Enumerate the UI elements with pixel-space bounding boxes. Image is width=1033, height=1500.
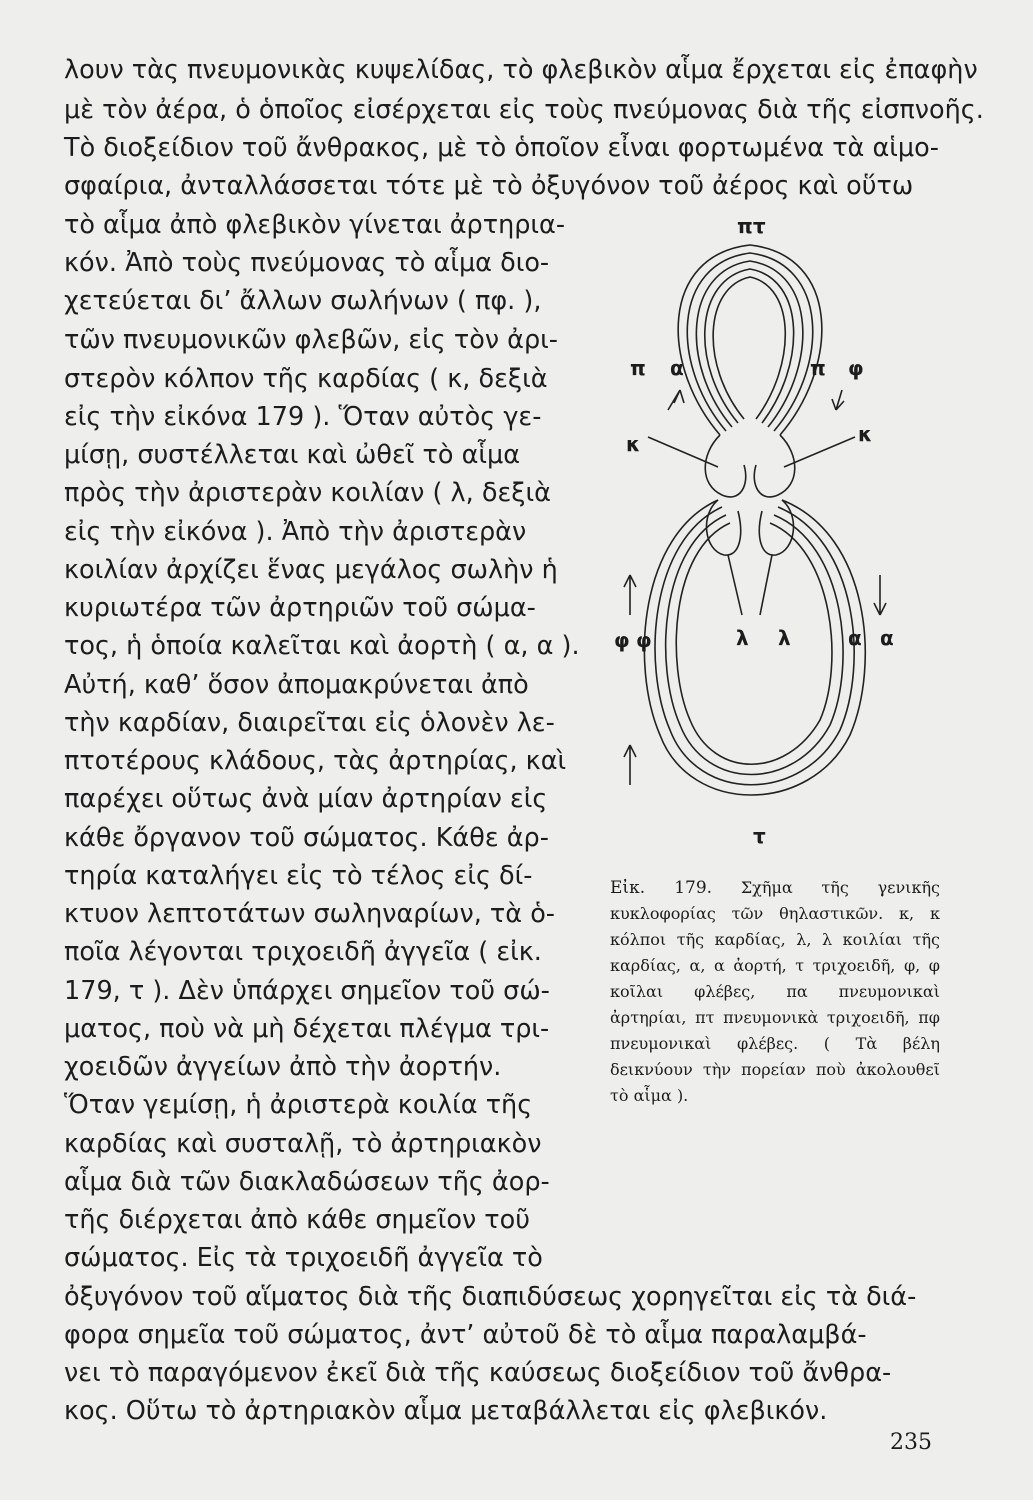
label-alpha-inner: α	[848, 626, 862, 650]
caption-head: Εἰκ. 179.	[610, 878, 713, 898]
body-line: χετεύεται δι’ ἄλλων σωλήνων ( πφ. ),	[64, 286, 542, 316]
label-t: τ	[753, 824, 766, 848]
body-line: ὀξυγόνον τοῦ αἵματος διὰ τῆς διαπιδύσεως χορηγεῖται εἰς τὰ διά-	[64, 1282, 917, 1312]
flow-arrow	[624, 575, 636, 615]
body-line: πτοτέρους κλάδους, τὰς ἀρτηρίας, καὶ	[64, 746, 567, 776]
pulmonary-loop-outer	[678, 245, 822, 435]
body-line: τος, ἡ ὁποία καλεῖται καὶ ἀορτὴ ( α, α ).	[64, 631, 580, 661]
body-line: παρέχει οὕτως ἀνὰ μίαν ἀρτηρίαν εἰς	[64, 784, 548, 814]
body-line: ματος, ποὺ νὰ μὴ δέχεται πλέγμα τρι-	[64, 1014, 550, 1044]
body-line: μίσῃ, συστέλλεται καὶ ὠθεῖ τὸ αἷμα	[64, 440, 521, 470]
page-number: 235	[890, 1430, 932, 1455]
body-line: Ὅταν γεμίσῃ, ἡ ἀριστερὰ κοιλία τῆς	[64, 1090, 533, 1120]
body-line: πρὸς τὴν ἀριστερὰν κοιλίαν ( λ, δεξιὰ	[64, 478, 551, 508]
label-k-left: κ	[626, 432, 641, 456]
body-line: στερὸν κόλπον τῆς καρδίας ( κ, δεξιὰ	[64, 364, 548, 394]
body-line: κοιλίαν ἀρχίζει ἕνας μεγάλος σωλὴν ἡ	[64, 555, 558, 585]
body-line: καρδίας καὶ συσταλῇ, τὸ ἀρτηριακὸν	[64, 1129, 542, 1159]
body-line: κόν. Ἀπὸ τοὺς πνεύμονας τὸ αἷμα διο-	[64, 248, 550, 278]
figure-caption	[610, 875, 940, 1109]
flow-arrow	[832, 390, 844, 410]
heart-ventricle-left	[707, 500, 741, 555]
body-line: τῶν πνευμονικῶν φλεβῶν, εἰς τὸν ἀρι-	[64, 325, 559, 355]
caption-text: Σχῆμα τῆς γενικῆς κυκλοφορίας τῶν θηλαστικῶν. κ, κ κόλποι τῆς καρδίας, λ, λ κοιλίαι τῆς καρδίας, α, α ἀορτή, τ τριχοειδῆ, φ, φ κοῖλαι φλέβες, πα πνευμονικαὶ ἀρτηρίαι, πτ πνευμονικὰ τριχοειδῆ, πφ πνευμονικαὶ φλέβες. ( Τὰ βέλη δεικνύουν τὴν πορείαν ποὺ ἀκολουθεῖ τὸ αἷμα ).	[610, 878, 940, 1105]
body-line: μὲ τὸν ἀέρα, ὁ ὁποῖος εἰσέρχεται εἰς τοὺς πνεύμονας διὰ τῆς εἰσπνοῆς.	[64, 95, 984, 125]
label-phi-top: φ	[848, 356, 864, 380]
lambda-pointer	[760, 555, 772, 615]
pulmonary-loop-line	[696, 261, 802, 427]
systemic-loop-inner	[676, 523, 832, 764]
kappa-pointer	[784, 437, 855, 467]
label-p-right: π	[810, 356, 826, 380]
body-line: Τὸ διοξείδιον τοῦ ἄνθρακος, μὲ τὸ ὁποῖον εἶναι φορτωμένα τὰ αἱμο-	[64, 133, 939, 163]
pulmonary-loop-line	[705, 269, 794, 423]
heart-atrium-right	[754, 435, 795, 497]
lambda-pointer	[728, 555, 742, 615]
label-phi-left-inner: φ	[636, 628, 652, 652]
pulmonary-loop-inner	[713, 277, 785, 419]
label-p-left: π	[630, 356, 646, 380]
body-line: εἰς τὴν εἰκόνα 179 ). Ὅταν αὐτὸς γε-	[64, 402, 542, 432]
body-line: σφαίρια, ἀνταλλάσσεται τότε μὲ τὸ ὀξυγόνον τοῦ ἀέρος καὶ οὕτω	[64, 171, 914, 201]
flow-arrow	[624, 745, 636, 785]
body-line: λουν τὰς πνευμονικὰς κυψελίδας, τὸ φλεβικὸν αἷμα ἔρχεται εἰς ἐπαφὴν	[64, 55, 978, 85]
systemic-loop-line	[666, 515, 843, 775]
body-line: κυριωτέρα τῶν ἀρτηριῶν τοῦ σώμα-	[64, 593, 536, 623]
heart-atrium-left	[705, 435, 746, 497]
body-line: κος. Οὕτω τὸ ἀρτηριακὸν αἷμα μεταβάλλεται εἰς φλεβικόν.	[64, 1396, 828, 1426]
heart-ventricle-right	[759, 500, 793, 555]
label-phi-left-outer: φ	[614, 628, 630, 652]
body-line: τὸ αἷμα ἀπὸ φλεβικὸν γίνεται ἀρτηρια-	[64, 210, 566, 240]
body-line: σώματος. Εἰς τὰ τριχοειδῆ ἀγγεῖα τὸ	[64, 1243, 543, 1273]
body-line: νει τὸ παραγόμενον ἐκεῖ διὰ τῆς καύσεως διοξείδιον τοῦ ἄνθρα-	[64, 1358, 892, 1388]
label-lambda-left: λ	[736, 626, 749, 650]
body-line: αἷμα διὰ τῶν διακλαδώσεων τῆς ἀορ-	[64, 1167, 550, 1197]
body-line: χοειδῶν ἀγγείων ἀπὸ τὴν ἀορτήν.	[64, 1052, 502, 1082]
circulation-diagram	[600, 215, 930, 855]
body-line: τὴν καρδίαν, διαιρεῖται εἰς ὁλονὲν λε-	[64, 708, 555, 738]
label-k-right: κ	[858, 422, 873, 446]
body-line: τῆς διέρχεται ἀπὸ κάθε σημεῖον τοῦ	[64, 1205, 531, 1235]
label-alpha-top: α	[670, 356, 684, 380]
body-line: εἰς τὴν εἰκόνα ). Ἀπὸ τὴν ἀριστερὰν	[64, 517, 527, 547]
label-alpha-outer: α	[880, 626, 894, 650]
label-pt: πτ	[737, 215, 766, 238]
flow-arrow	[668, 390, 684, 410]
systemic-loop-line	[655, 507, 854, 785]
body-line: κτυον λεπτοτάτων σωληναρίων, τὰ ὁ-	[64, 899, 555, 929]
body-line: Αὐτή, καθ’ ὅσον ἀπομακρύνεται ἀπὸ	[64, 670, 529, 700]
body-line: φορα σημεῖα τοῦ σώματος, ἀντ’ αὐτοῦ δὲ τὸ αἷμα παραλαμβά-	[64, 1320, 867, 1350]
label-lambda-right: λ	[778, 626, 791, 650]
body-line: 179, τ ). Δὲν ὑπάρχει σημεῖον τοῦ σώ-	[64, 976, 550, 1006]
flow-arrow	[874, 575, 886, 615]
body-line: κάθε ὄργανον τοῦ σώματος. Κάθε ἀρ-	[64, 823, 549, 853]
body-line: ποῖα λέγονται τριχοειδῆ ἀγγεῖα ( εἰκ.	[64, 937, 542, 967]
body-line: τηρία καταλήγει εἰς τὸ τέλος εἰς δί-	[64, 861, 533, 891]
